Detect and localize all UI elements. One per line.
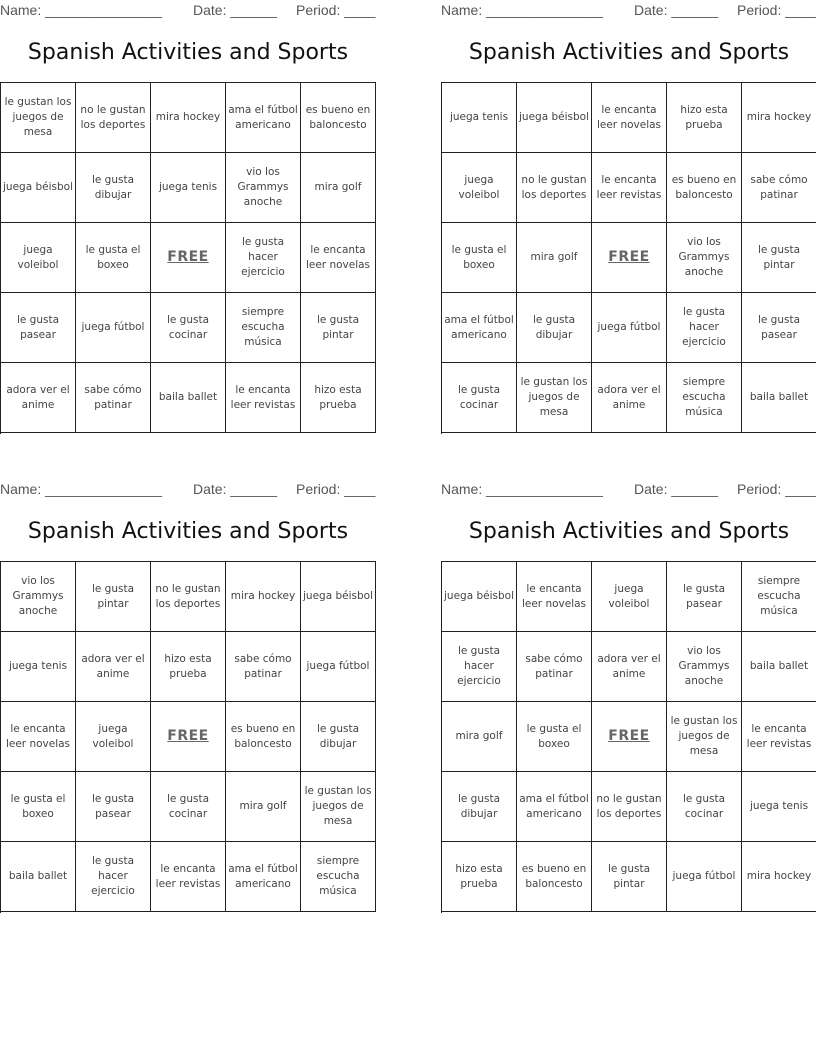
- bingo-cell: le gusta dibujar: [517, 293, 592, 363]
- bingo-cell: mira golf: [517, 223, 592, 293]
- bingo-cell: ama el fútbol americano: [517, 772, 592, 842]
- date-field: Date: ______: [193, 481, 278, 497]
- bingo-cell: le encanta leer revistas: [742, 702, 816, 772]
- bingo-cell: baila ballet: [742, 632, 816, 702]
- bingo-cell: le gusta pasear: [667, 562, 742, 632]
- bingo-cell: hizo esta prueba: [667, 83, 742, 153]
- date-field: Date: ______: [634, 481, 719, 497]
- bingo-cell: adora ver el anime: [592, 363, 667, 433]
- bingo-cell: le gusta dibujar: [442, 772, 517, 842]
- bingo-cell: mira hockey: [151, 83, 226, 153]
- bingo-grid: [0, 561, 376, 913]
- bingo-cell: juega béisbol: [1, 153, 76, 223]
- bingo-cell: es bueno en baloncesto: [667, 153, 742, 223]
- bingo-cell: adora ver el anime: [76, 632, 151, 702]
- bingo-cell: mira golf: [301, 153, 376, 223]
- bingo-cell: le gustan los juegos de mesa: [667, 702, 742, 772]
- bingo-cell: le gustan los juegos de mesa: [1, 83, 76, 153]
- bingo-grid: [441, 561, 816, 913]
- bingo-cell: no le gustan los deportes: [76, 83, 151, 153]
- bingo-cell: juega voleibol: [442, 153, 517, 223]
- bingo-cell: le gusta pintar: [76, 562, 151, 632]
- bingo-cell: le encanta leer novelas: [592, 83, 667, 153]
- name-field: Name: _______________: [441, 481, 603, 497]
- bingo-cell: mira golf: [442, 702, 517, 772]
- bingo-cell: mira hockey: [742, 83, 816, 153]
- bingo-cell: juega voleibol: [592, 562, 667, 632]
- card-title: Spanish Activities and Sports: [27, 519, 349, 544]
- bingo-card-2: [441, 0, 816, 440]
- bingo-card-1: [0, 0, 376, 440]
- bingo-cell: le encanta leer revistas: [151, 842, 226, 912]
- bingo-cell: juega fútbol: [667, 842, 742, 912]
- bingo-cell: le gusta pasear: [76, 772, 151, 842]
- bingo-cell: le gusta cocinar: [151, 772, 226, 842]
- bingo-cell: le encanta leer novelas: [517, 562, 592, 632]
- bingo-cell: le gusta el boxeo: [1, 772, 76, 842]
- card-title: Spanish Activities and Sports: [468, 40, 790, 65]
- bingo-cell: mira hockey: [226, 562, 301, 632]
- bingo-cell: juega fútbol: [592, 293, 667, 363]
- bingo-cell: hizo esta prueba: [151, 632, 226, 702]
- card-header: [441, 481, 816, 499]
- bingo-cell: le gusta dibujar: [76, 153, 151, 223]
- bingo-cell: le gusta hacer ejercicio: [226, 223, 301, 293]
- bingo-cell: le gusta pintar: [742, 223, 816, 293]
- bingo-cell: le encanta leer novelas: [301, 223, 376, 293]
- card-header: [441, 2, 816, 20]
- bingo-cell: juega fútbol: [76, 293, 151, 363]
- bingo-card-4: [441, 479, 816, 919]
- bingo-cell: juega tenis: [1, 632, 76, 702]
- bingo-cell: vio los Grammys anoche: [226, 153, 301, 223]
- bingo-cell: le gusta el boxeo: [517, 702, 592, 772]
- bingo-cell: es bueno en baloncesto: [517, 842, 592, 912]
- bingo-cell: le gusta pintar: [592, 842, 667, 912]
- bingo-cell: juega béisbol: [517, 83, 592, 153]
- bingo-cell: le gusta dibujar: [301, 702, 376, 772]
- bingo-cell: le gusta cocinar: [151, 293, 226, 363]
- bingo-cell: le gusta hacer ejercicio: [667, 293, 742, 363]
- name-field: Name: _______________: [0, 481, 162, 497]
- bingo-cell: ama el fútbol americano: [226, 842, 301, 912]
- bingo-cell: le gusta hacer ejercicio: [442, 632, 517, 702]
- bingo-cell: juega fútbol: [301, 632, 376, 702]
- bingo-cell: siempre escucha música: [226, 293, 301, 363]
- bingo-cell: no le gustan los deportes: [151, 562, 226, 632]
- bingo-cell: vio los Grammys anoche: [667, 632, 742, 702]
- bingo-cell: siempre escucha música: [667, 363, 742, 433]
- bingo-cell: le encanta leer revistas: [226, 363, 301, 433]
- bingo-cell: vio los Grammys anoche: [667, 223, 742, 293]
- period-field: Period: ____: [737, 2, 816, 18]
- bingo-cell: sabe cómo patinar: [76, 363, 151, 433]
- period-field: Period: ____: [737, 481, 816, 497]
- bingo-cell: siempre escucha música: [742, 562, 816, 632]
- bingo-cell: no le gustan los deportes: [517, 153, 592, 223]
- free-space: FREE: [592, 223, 667, 293]
- bingo-cell: le gusta pintar: [301, 293, 376, 363]
- card-header: [0, 2, 400, 20]
- bingo-cell: siempre escucha música: [301, 842, 376, 912]
- bingo-cell: sabe cómo patinar: [517, 632, 592, 702]
- date-field: Date: ______: [193, 2, 278, 18]
- free-space: FREE: [151, 223, 226, 293]
- bingo-cell: baila ballet: [742, 363, 816, 433]
- bingo-cell: hizo esta prueba: [442, 842, 517, 912]
- bingo-cell: sabe cómo patinar: [742, 153, 816, 223]
- bingo-cell: mira hockey: [742, 842, 816, 912]
- bingo-cell: baila ballet: [1, 842, 76, 912]
- bingo-cell: es bueno en baloncesto: [301, 83, 376, 153]
- bingo-cell: ama el fútbol americano: [442, 293, 517, 363]
- date-field: Date: ______: [634, 2, 719, 18]
- bingo-grid: [0, 82, 376, 434]
- bingo-cell: juega tenis: [742, 772, 816, 842]
- name-field: Name: _______________: [0, 2, 162, 18]
- free-space: FREE: [151, 702, 226, 772]
- bingo-cell: mira golf: [226, 772, 301, 842]
- card-title: Spanish Activities and Sports: [27, 40, 349, 65]
- bingo-cell: le gusta pasear: [742, 293, 816, 363]
- bingo-cell: sabe cómo patinar: [226, 632, 301, 702]
- bingo-cell: juega tenis: [151, 153, 226, 223]
- bingo-cell: le gusta cocinar: [442, 363, 517, 433]
- bingo-cell: le gusta el boxeo: [442, 223, 517, 293]
- bingo-cell: vio los Grammys anoche: [1, 562, 76, 632]
- period-field: Period: ____: [296, 2, 376, 18]
- bingo-cell: le gusta cocinar: [667, 772, 742, 842]
- bingo-cell: le gusta pasear: [1, 293, 76, 363]
- bingo-cell: le encanta leer revistas: [592, 153, 667, 223]
- bingo-cell: juega voleibol: [1, 223, 76, 293]
- bingo-grid: [441, 82, 816, 434]
- bingo-cell: le encanta leer novelas: [1, 702, 76, 772]
- card-title: Spanish Activities and Sports: [468, 519, 790, 544]
- bingo-cell: adora ver el anime: [1, 363, 76, 433]
- bingo-cell: hizo esta prueba: [301, 363, 376, 433]
- bingo-cell: juega béisbol: [442, 562, 517, 632]
- bingo-cell: baila ballet: [151, 363, 226, 433]
- bingo-cell: juega béisbol: [301, 562, 376, 632]
- bingo-cell: le gusta hacer ejercicio: [76, 842, 151, 912]
- bingo-cell: ama el fútbol americano: [226, 83, 301, 153]
- bingo-cell: es bueno en baloncesto: [226, 702, 301, 772]
- bingo-cell: juega voleibol: [76, 702, 151, 772]
- name-field: Name: _______________: [441, 2, 603, 18]
- bingo-cell: adora ver el anime: [592, 632, 667, 702]
- bingo-card-3: [0, 479, 376, 919]
- free-space: FREE: [592, 702, 667, 772]
- bingo-cell: no le gustan los deportes: [592, 772, 667, 842]
- card-header: [0, 481, 400, 499]
- period-field: Period: ____: [296, 481, 376, 497]
- bingo-cell: juega tenis: [442, 83, 517, 153]
- bingo-cell: le gustan los juegos de mesa: [301, 772, 376, 842]
- bingo-cell: le gusta el boxeo: [76, 223, 151, 293]
- bingo-cell: le gustan los juegos de mesa: [517, 363, 592, 433]
